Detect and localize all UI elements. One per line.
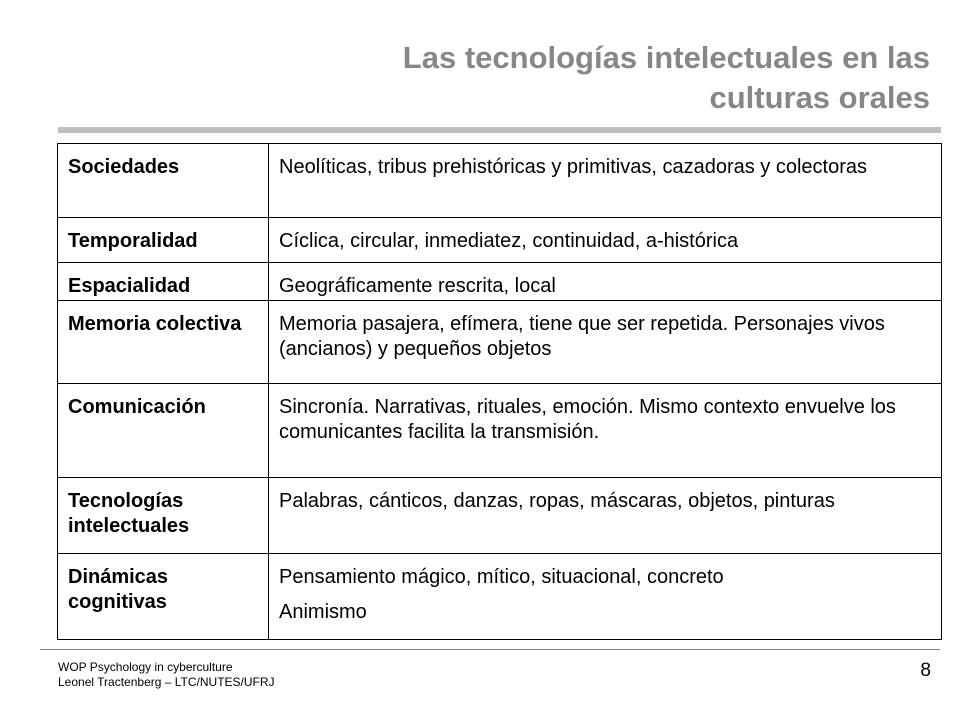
table-row [58, 218, 942, 263]
slide-title-line-1: Las tecnologías intelectuales en las [402, 40, 930, 75]
row-label: Sociedades [58, 144, 269, 218]
table-row [58, 478, 942, 554]
row-label: Tecnologías intelectuales [58, 478, 269, 554]
row-value [269, 554, 942, 640]
row-value: Palabras, cánticos, danzas, ropas, máscaras, objetos, pinturas [269, 478, 942, 554]
table-row [58, 263, 942, 301]
row-value: Sincronía. Narrativas, rituales, emoción. Mismo contexto envuelve los comunicantes facilita la transmisión. [269, 384, 942, 478]
table-row [58, 301, 942, 384]
row-label: Dinámicas cognitivas [58, 554, 269, 640]
row-label: Comunicación [58, 384, 269, 478]
table-row [58, 384, 942, 478]
slide-title-line-2: culturas orales [709, 80, 930, 115]
row-value-line-2: Animismo [279, 601, 367, 623]
row-value: Cíclica, circular, inmediatez, continuidad, a-histórica [269, 218, 942, 263]
row-value: Neolíticas, tribus prehistóricas y primitivas, cazadoras y colectoras [269, 144, 942, 218]
footer-credits [58, 660, 275, 690]
row-value: Geográficamente rescrita, local [269, 263, 942, 301]
table-row [58, 554, 942, 640]
page-number: 8 [920, 660, 931, 681]
row-label: Temporalidad [58, 218, 269, 263]
title-divider [58, 127, 941, 133]
slide-title [210, 38, 930, 118]
characteristics-table [57, 143, 942, 640]
row-label: Memoria colectiva [58, 301, 269, 384]
footer-author: Leonel Tractenberg – LTC/NUTES/UFRJ [58, 675, 275, 689]
table-row [58, 144, 942, 218]
row-label: Espacialidad [58, 263, 269, 301]
footer-course: WOP Psychology in cyberculture [58, 660, 233, 674]
row-value: Memoria pasajera, efímera, tiene que ser repetida. Personajes vivos (ancianos) y pequeños objetos [269, 301, 942, 384]
footer-divider [40, 649, 940, 650]
row-value-line-1: Pensamiento mágico, mítico, situacional, concreto [279, 566, 724, 588]
